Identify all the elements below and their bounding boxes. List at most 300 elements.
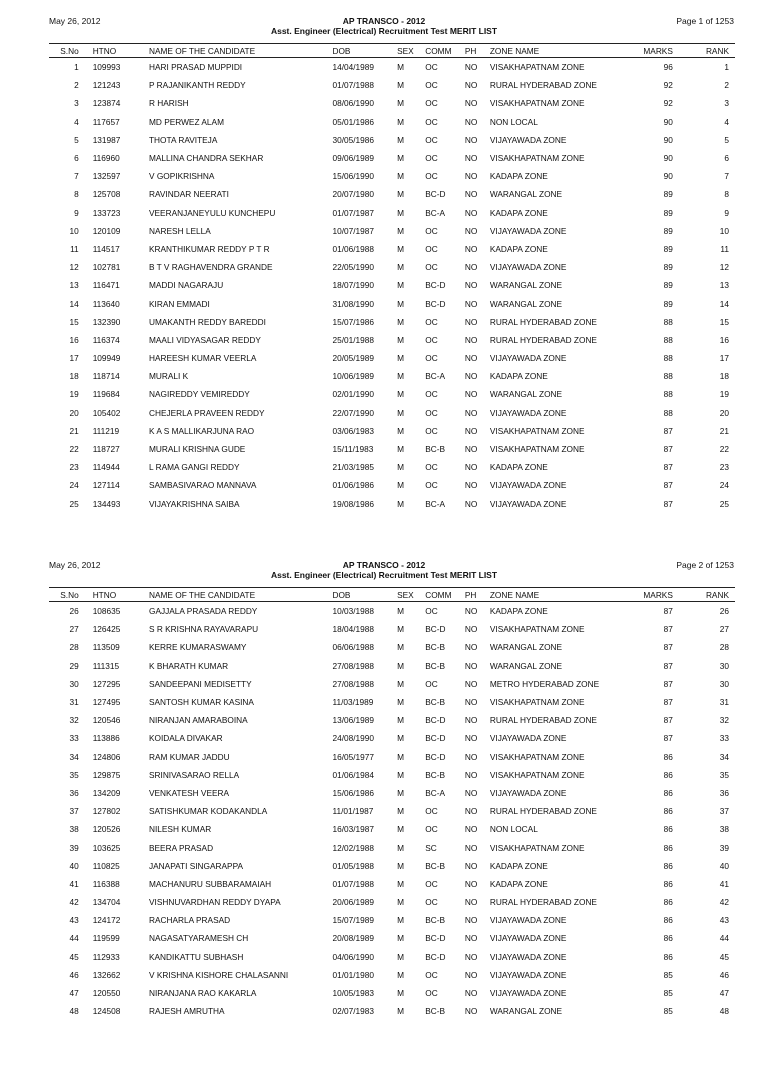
cell-marks: 87 bbox=[663, 606, 673, 617]
report-title-block bbox=[0, 16, 768, 36]
cell-rank: 4 bbox=[724, 116, 729, 127]
cell-name: MAALI VIDYASAGAR REDDY bbox=[148, 334, 261, 345]
cell-name: SRINIVASARAO RELLA bbox=[148, 769, 240, 780]
cell-sno: 13 bbox=[69, 280, 79, 291]
cell-name: NAGIREDDY VEMIREDDY bbox=[148, 389, 250, 400]
cell-sno: 3 bbox=[74, 98, 79, 109]
cell-htno: 120546 bbox=[92, 715, 121, 726]
cell-zone: VIJAYAWADA ZONE bbox=[489, 915, 567, 926]
cell-zone: VIJAYAWADA ZONE bbox=[489, 951, 567, 962]
cell-sno: 6 bbox=[74, 153, 79, 164]
cell-sex: M bbox=[397, 444, 405, 455]
cell-rank: 6 bbox=[724, 153, 729, 164]
cell-zone: VISAKHAPATNAM ZONE bbox=[489, 98, 585, 109]
table-row bbox=[49, 404, 735, 422]
cell-htno: 110825 bbox=[92, 860, 120, 871]
table-row bbox=[49, 476, 735, 494]
cell-marks: 87 bbox=[663, 624, 673, 635]
cell-comm: OC bbox=[425, 116, 438, 127]
cell-marks: 89 bbox=[663, 225, 673, 236]
cell-ph: NO bbox=[464, 444, 478, 455]
cell-htno: 118714 bbox=[92, 371, 120, 382]
cell-rank: 13 bbox=[719, 280, 729, 291]
cell-rank: 32 bbox=[719, 715, 729, 726]
cell-marks: 86 bbox=[663, 951, 673, 962]
table-row bbox=[49, 948, 735, 966]
cell-dob: 16/05/1977 bbox=[332, 751, 374, 762]
cell-comm: OC bbox=[425, 480, 438, 491]
column-header-zone: ZONE NAME bbox=[488, 44, 627, 58]
cell-name: NILESH KUMAR bbox=[148, 824, 212, 835]
cell-marks: 96 bbox=[663, 62, 673, 73]
cell-zone: VISAKHAPATNAM ZONE bbox=[489, 697, 585, 708]
table-row bbox=[49, 711, 735, 729]
cell-sno: 10 bbox=[69, 225, 79, 236]
cell-htno: 124806 bbox=[92, 751, 121, 762]
cell-ph: NO bbox=[464, 988, 478, 999]
cell-zone: NON LOCAL bbox=[489, 116, 538, 127]
cell-zone: WARANGAL ZONE bbox=[489, 389, 563, 400]
cell-zone: RURAL HYDERABAD ZONE bbox=[489, 80, 597, 91]
cell-dob: 15/06/1990 bbox=[332, 171, 374, 182]
cell-dob: 01/07/1988 bbox=[332, 878, 374, 889]
cell-htno: 102781 bbox=[92, 262, 121, 273]
cell-name: UMAKANTH REDDY BAREDDI bbox=[148, 316, 266, 327]
cell-dob: 15/07/1986 bbox=[332, 316, 374, 327]
cell-zone: VIJAYAWADA ZONE bbox=[489, 988, 567, 999]
cell-marks: 87 bbox=[663, 715, 673, 726]
cell-marks: 88 bbox=[663, 371, 673, 382]
table-row bbox=[49, 766, 735, 784]
cell-marks: 87 bbox=[663, 660, 673, 671]
cell-htno: 120526 bbox=[92, 824, 121, 835]
cell-ph: NO bbox=[464, 189, 478, 200]
merit-table bbox=[49, 587, 735, 1020]
cell-sex: M bbox=[397, 425, 405, 436]
table-row bbox=[49, 495, 735, 513]
cell-htno: 129875 bbox=[92, 769, 121, 780]
cell-marks: 87 bbox=[663, 678, 673, 689]
cell-zone: RURAL HYDERABAD ZONE bbox=[489, 334, 597, 345]
cell-zone: KADAPA ZONE bbox=[489, 371, 548, 382]
cell-zone: VIJAYAWADA ZONE bbox=[489, 407, 567, 418]
cell-sex: M bbox=[397, 298, 405, 309]
cell-sno: 43 bbox=[69, 915, 79, 926]
page-header bbox=[0, 557, 768, 583]
cell-name: VIJAYAKRISHNA SAIBA bbox=[148, 498, 240, 509]
cell-htno: 134209 bbox=[92, 787, 121, 798]
cell-htno: 108635 bbox=[92, 606, 121, 617]
cell-marks: 87 bbox=[663, 642, 673, 653]
cell-sex: M bbox=[397, 751, 405, 762]
cell-rank: 11 bbox=[720, 243, 729, 254]
cell-zone: RURAL HYDERABAD ZONE bbox=[489, 806, 597, 817]
cell-sno: 20 bbox=[69, 407, 79, 418]
cell-rank: 39 bbox=[719, 842, 729, 853]
cell-name: MALLINA CHANDRA SEKHAR bbox=[148, 153, 264, 164]
cell-zone: KADAPA ZONE bbox=[489, 243, 548, 254]
cell-htno: 127295 bbox=[92, 678, 121, 689]
cell-dob: 10/06/1989 bbox=[332, 371, 374, 382]
cell-rank: 9 bbox=[724, 207, 729, 218]
cell-sno: 9 bbox=[74, 207, 79, 218]
cell-comm: SC bbox=[425, 842, 437, 853]
column-header-sex: SEX bbox=[395, 588, 423, 602]
cell-sex: M bbox=[397, 951, 405, 962]
cell-rank: 23 bbox=[719, 462, 729, 473]
column-header-name: NAME OF THE CANDIDATE bbox=[147, 44, 330, 58]
cell-marks: 92 bbox=[663, 98, 673, 109]
cell-sex: M bbox=[397, 134, 405, 145]
cell-zone: VIJAYAWADA ZONE bbox=[489, 353, 567, 364]
cell-sno: 40 bbox=[69, 860, 79, 871]
cell-sex: M bbox=[397, 969, 405, 980]
cell-dob: 11/01/1987 bbox=[332, 806, 374, 817]
cell-rank: 40 bbox=[719, 860, 729, 871]
cell-sex: M bbox=[397, 988, 405, 999]
cell-sno: 18 bbox=[69, 371, 79, 382]
table-row bbox=[49, 984, 735, 1002]
cell-name: JANAPATI SINGARAPPA bbox=[148, 860, 244, 871]
cell-sno: 4 bbox=[74, 116, 79, 127]
cell-sex: M bbox=[397, 606, 405, 617]
cell-name: KOIDALA DIVAKAR bbox=[148, 733, 223, 744]
table-row bbox=[49, 385, 735, 403]
column-header-htno: HTNO bbox=[91, 44, 147, 58]
cell-htno: 113640 bbox=[92, 298, 120, 309]
cell-sno: 5 bbox=[74, 134, 79, 145]
cell-htno: 127802 bbox=[92, 806, 121, 817]
cell-htno: 113509 bbox=[92, 642, 120, 653]
cell-name: V GOPIKRISHNA bbox=[148, 171, 215, 182]
cell-zone: WARANGAL ZONE bbox=[489, 642, 563, 653]
table-row bbox=[49, 422, 735, 440]
cell-rank: 12 bbox=[719, 262, 729, 273]
cell-marks: 87 bbox=[663, 480, 673, 491]
table-row bbox=[49, 440, 735, 458]
cell-dob: 02/01/1990 bbox=[332, 389, 374, 400]
cell-comm: BC-B bbox=[425, 660, 446, 671]
merit-page-1 bbox=[0, 13, 768, 543]
cell-sno: 17 bbox=[69, 353, 79, 364]
cell-ph: NO bbox=[464, 207, 478, 218]
cell-sex: M bbox=[397, 462, 405, 473]
cell-comm: OC bbox=[425, 134, 438, 145]
cell-comm: BC-D bbox=[425, 189, 446, 200]
cell-comm: OC bbox=[425, 262, 438, 273]
cell-zone: VISAKHAPATNAM ZONE bbox=[489, 62, 585, 73]
cell-ph: NO bbox=[464, 1006, 478, 1017]
cell-comm: OC bbox=[425, 243, 438, 254]
cell-sex: M bbox=[397, 624, 405, 635]
cell-sex: M bbox=[397, 733, 405, 744]
cell-marks: 90 bbox=[663, 134, 673, 145]
cell-comm: OC bbox=[425, 407, 438, 418]
cell-sex: M bbox=[397, 1006, 405, 1017]
cell-ph: NO bbox=[464, 243, 478, 254]
table-body bbox=[49, 58, 735, 513]
merit-table bbox=[49, 43, 735, 513]
column-header-htno: HTNO bbox=[91, 588, 147, 602]
cell-dob: 30/05/1986 bbox=[332, 134, 374, 145]
page-number: Page 2 of 1253 bbox=[676, 560, 734, 570]
cell-htno: 118727 bbox=[92, 444, 120, 455]
cell-dob: 05/01/1986 bbox=[332, 116, 374, 127]
cell-ph: NO bbox=[464, 98, 478, 109]
cell-dob: 25/01/1988 bbox=[332, 334, 374, 345]
cell-name: VEERANJANEYULU KUNCHEPU bbox=[148, 207, 276, 218]
cell-htno: 124172 bbox=[92, 915, 121, 926]
cell-sex: M bbox=[397, 153, 405, 164]
cell-sno: 7 bbox=[74, 171, 79, 182]
cell-sno: 12 bbox=[69, 262, 79, 273]
cell-htno: 120550 bbox=[92, 988, 121, 999]
cell-comm: OC bbox=[425, 678, 438, 689]
cell-sno: 36 bbox=[69, 787, 79, 798]
cell-name: SATISHKUMAR KODAKANDLA bbox=[148, 806, 268, 817]
table-row bbox=[49, 276, 735, 294]
report-title: AP TRANSCO - 2012 bbox=[342, 560, 426, 570]
cell-rank: 2 bbox=[724, 80, 729, 91]
table-row bbox=[49, 94, 735, 112]
cell-sno: 21 bbox=[69, 425, 79, 436]
cell-htno: 132662 bbox=[92, 969, 121, 980]
cell-zone: VISAKHAPATNAM ZONE bbox=[489, 842, 585, 853]
cell-dob: 10/07/1987 bbox=[332, 225, 374, 236]
page-number: Page 1 of 1253 bbox=[676, 16, 734, 26]
cell-rank: 36 bbox=[719, 787, 729, 798]
cell-htno: 121243 bbox=[92, 80, 121, 91]
cell-sno: 47 bbox=[69, 988, 79, 999]
cell-marks: 85 bbox=[663, 969, 673, 980]
cell-marks: 89 bbox=[663, 243, 673, 254]
cell-ph: NO bbox=[464, 951, 478, 962]
cell-ph: NO bbox=[464, 389, 478, 400]
cell-sno: 19 bbox=[69, 389, 79, 400]
cell-zone: VIJAYAWADA ZONE bbox=[489, 733, 567, 744]
cell-comm: BC-A bbox=[425, 498, 446, 509]
cell-rank: 21 bbox=[719, 425, 729, 436]
cell-ph: NO bbox=[464, 733, 478, 744]
cell-sex: M bbox=[397, 933, 405, 944]
cell-rank: 8 bbox=[724, 189, 729, 200]
cell-zone: WARANGAL ZONE bbox=[489, 189, 563, 200]
table-row bbox=[49, 331, 735, 349]
cell-htno: 105402 bbox=[92, 407, 121, 418]
cell-sex: M bbox=[397, 660, 405, 671]
cell-htno: 134704 bbox=[92, 897, 121, 908]
cell-htno: 124508 bbox=[92, 1006, 121, 1017]
cell-zone: VIJAYAWADA ZONE bbox=[489, 262, 567, 273]
cell-zone: NON LOCAL bbox=[489, 824, 538, 835]
table-row bbox=[49, 349, 735, 367]
cell-dob: 22/05/1990 bbox=[332, 262, 374, 273]
cell-rank: 27 bbox=[719, 624, 729, 635]
cell-dob: 06/06/1988 bbox=[332, 642, 374, 653]
cell-dob: 11/03/1989 bbox=[332, 697, 374, 708]
cell-sno: 42 bbox=[69, 897, 79, 908]
cell-marks: 87 bbox=[663, 498, 673, 509]
cell-marks: 87 bbox=[663, 425, 673, 436]
table-row bbox=[49, 638, 735, 656]
cell-ph: NO bbox=[464, 280, 478, 291]
column-header-sno: S.No bbox=[49, 588, 91, 602]
cell-zone: VISAKHAPATNAM ZONE bbox=[489, 444, 585, 455]
cell-sno: 30 bbox=[69, 678, 79, 689]
cell-sno: 38 bbox=[69, 824, 79, 835]
cell-htno: 114517 bbox=[92, 243, 120, 254]
cell-ph: NO bbox=[464, 878, 478, 889]
cell-name: BEERA PRASAD bbox=[148, 842, 214, 853]
cell-htno: 134493 bbox=[92, 498, 121, 509]
cell-dob: 10/05/1983 bbox=[332, 988, 374, 999]
cell-rank: 24 bbox=[719, 480, 729, 491]
cell-sno: 27 bbox=[69, 624, 79, 635]
cell-sno: 45 bbox=[69, 951, 79, 962]
cell-ph: NO bbox=[464, 624, 478, 635]
cell-dob: 01/05/1988 bbox=[332, 860, 374, 871]
cell-htno: 119684 bbox=[92, 389, 120, 400]
table-row bbox=[49, 729, 735, 747]
cell-ph: NO bbox=[464, 660, 478, 671]
cell-ph: NO bbox=[464, 62, 478, 73]
cell-comm: BC-B bbox=[425, 444, 446, 455]
cell-sex: M bbox=[397, 280, 405, 291]
cell-htno: 116960 bbox=[92, 153, 120, 164]
page-header bbox=[0, 13, 768, 39]
cell-comm: OC bbox=[425, 969, 438, 980]
cell-dob: 08/06/1990 bbox=[332, 98, 374, 109]
cell-sno: 35 bbox=[69, 769, 79, 780]
cell-rank: 14 bbox=[719, 298, 729, 309]
cell-name: MURALI K bbox=[148, 371, 189, 382]
cell-name: MACHANURU SUBBARAMAIAH bbox=[148, 878, 272, 889]
cell-htno: 127114 bbox=[92, 480, 120, 491]
cell-htno: 116471 bbox=[92, 280, 120, 291]
cell-comm: OC bbox=[425, 153, 438, 164]
cell-dob: 27/08/1988 bbox=[332, 660, 374, 671]
cell-rank: 48 bbox=[719, 1006, 729, 1017]
table-row bbox=[49, 204, 735, 222]
cell-ph: NO bbox=[464, 824, 478, 835]
cell-rank: 37 bbox=[719, 806, 729, 817]
cell-dob: 09/06/1989 bbox=[332, 153, 374, 164]
cell-htno: 116374 bbox=[92, 334, 120, 345]
column-header-ph: PH bbox=[463, 588, 488, 602]
cell-dob: 18/07/1990 bbox=[332, 280, 374, 291]
cell-marks: 86 bbox=[663, 769, 673, 780]
cell-dob: 31/08/1990 bbox=[332, 298, 374, 309]
cell-zone: KADAPA ZONE bbox=[489, 878, 548, 889]
cell-name: KRANTHIKUMAR REDDY P T R bbox=[148, 243, 270, 254]
cell-comm: BC-B bbox=[425, 642, 446, 653]
cell-sno: 37 bbox=[69, 806, 79, 817]
cell-sex: M bbox=[397, 678, 405, 689]
column-header-dob: DOB bbox=[330, 44, 395, 58]
table-row bbox=[49, 149, 735, 167]
cell-dob: 20/08/1989 bbox=[332, 933, 374, 944]
cell-sex: M bbox=[397, 316, 405, 327]
report-title-block bbox=[0, 560, 768, 580]
cell-rank: 18 bbox=[719, 371, 729, 382]
cell-ph: NO bbox=[464, 933, 478, 944]
table-row bbox=[49, 58, 735, 77]
cell-ph: NO bbox=[464, 498, 478, 509]
cell-comm: OC bbox=[425, 878, 438, 889]
cell-dob: 04/06/1990 bbox=[332, 951, 374, 962]
cell-marks: 86 bbox=[663, 860, 673, 871]
cell-name: V KRISHNA KISHORE CHALASANNI bbox=[148, 969, 289, 980]
cell-dob: 20/07/1980 bbox=[332, 189, 374, 200]
cell-dob: 15/06/1986 bbox=[332, 787, 374, 798]
cell-dob: 01/06/1988 bbox=[332, 243, 374, 254]
column-header-marks: MARKS bbox=[627, 588, 685, 602]
cell-zone: RURAL HYDERABAD ZONE bbox=[489, 316, 597, 327]
merit-page-2 bbox=[0, 557, 768, 1087]
cell-rank: 26 bbox=[719, 606, 729, 617]
cell-sex: M bbox=[397, 407, 405, 418]
cell-zone: VISAKHAPATNAM ZONE bbox=[489, 751, 585, 762]
cell-name: MURALI KRISHNA GUDE bbox=[148, 444, 246, 455]
cell-dob: 01/07/1987 bbox=[332, 207, 374, 218]
cell-ph: NO bbox=[464, 462, 478, 473]
cell-ph: NO bbox=[464, 425, 478, 436]
cell-sno: 14 bbox=[69, 298, 79, 309]
column-header-rank: RANK bbox=[685, 44, 735, 58]
cell-comm: BC-D bbox=[425, 751, 446, 762]
cell-sex: M bbox=[397, 353, 405, 364]
cell-dob: 02/07/1983 bbox=[332, 1006, 374, 1017]
cell-ph: NO bbox=[464, 769, 478, 780]
cell-zone: KADAPA ZONE bbox=[489, 171, 548, 182]
cell-marks: 90 bbox=[663, 153, 673, 164]
table-row bbox=[49, 1002, 735, 1020]
cell-rank: 30 bbox=[719, 660, 729, 671]
cell-name: MADDI NAGARAJU bbox=[148, 280, 224, 291]
cell-sex: M bbox=[397, 80, 405, 91]
cell-rank: 22 bbox=[719, 444, 729, 455]
cell-sex: M bbox=[397, 189, 405, 200]
cell-ph: NO bbox=[464, 915, 478, 926]
cell-sno: 41 bbox=[69, 878, 79, 889]
column-header-ph: PH bbox=[463, 44, 488, 58]
cell-rank: 28 bbox=[719, 642, 729, 653]
cell-marks: 87 bbox=[663, 444, 673, 455]
cell-marks: 89 bbox=[663, 189, 673, 200]
cell-marks: 86 bbox=[663, 878, 673, 889]
cell-htno: 131987 bbox=[92, 134, 121, 145]
report-title: AP TRANSCO - 2012 bbox=[342, 16, 426, 26]
cell-ph: NO bbox=[464, 334, 478, 345]
cell-name: NARESH LELLA bbox=[148, 225, 211, 236]
cell-zone: VIJAYAWADA ZONE bbox=[489, 787, 567, 798]
cell-rank: 19 bbox=[719, 389, 729, 400]
report-date: May 26, 2012 bbox=[49, 16, 101, 26]
cell-rank: 35 bbox=[719, 769, 729, 780]
cell-marks: 89 bbox=[663, 207, 673, 218]
cell-marks: 92 bbox=[663, 80, 673, 91]
cell-htno: 132597 bbox=[92, 171, 121, 182]
cell-comm: BC-D bbox=[425, 280, 446, 291]
cell-comm: BC-D bbox=[425, 298, 446, 309]
cell-rank: 25 bbox=[719, 498, 729, 509]
cell-comm: OC bbox=[425, 334, 438, 345]
cell-comm: OC bbox=[425, 98, 438, 109]
cell-rank: 46 bbox=[719, 969, 729, 980]
cell-zone: WARANGAL ZONE bbox=[489, 660, 563, 671]
cell-rank: 43 bbox=[719, 915, 729, 926]
cell-htno: 125708 bbox=[92, 189, 121, 200]
